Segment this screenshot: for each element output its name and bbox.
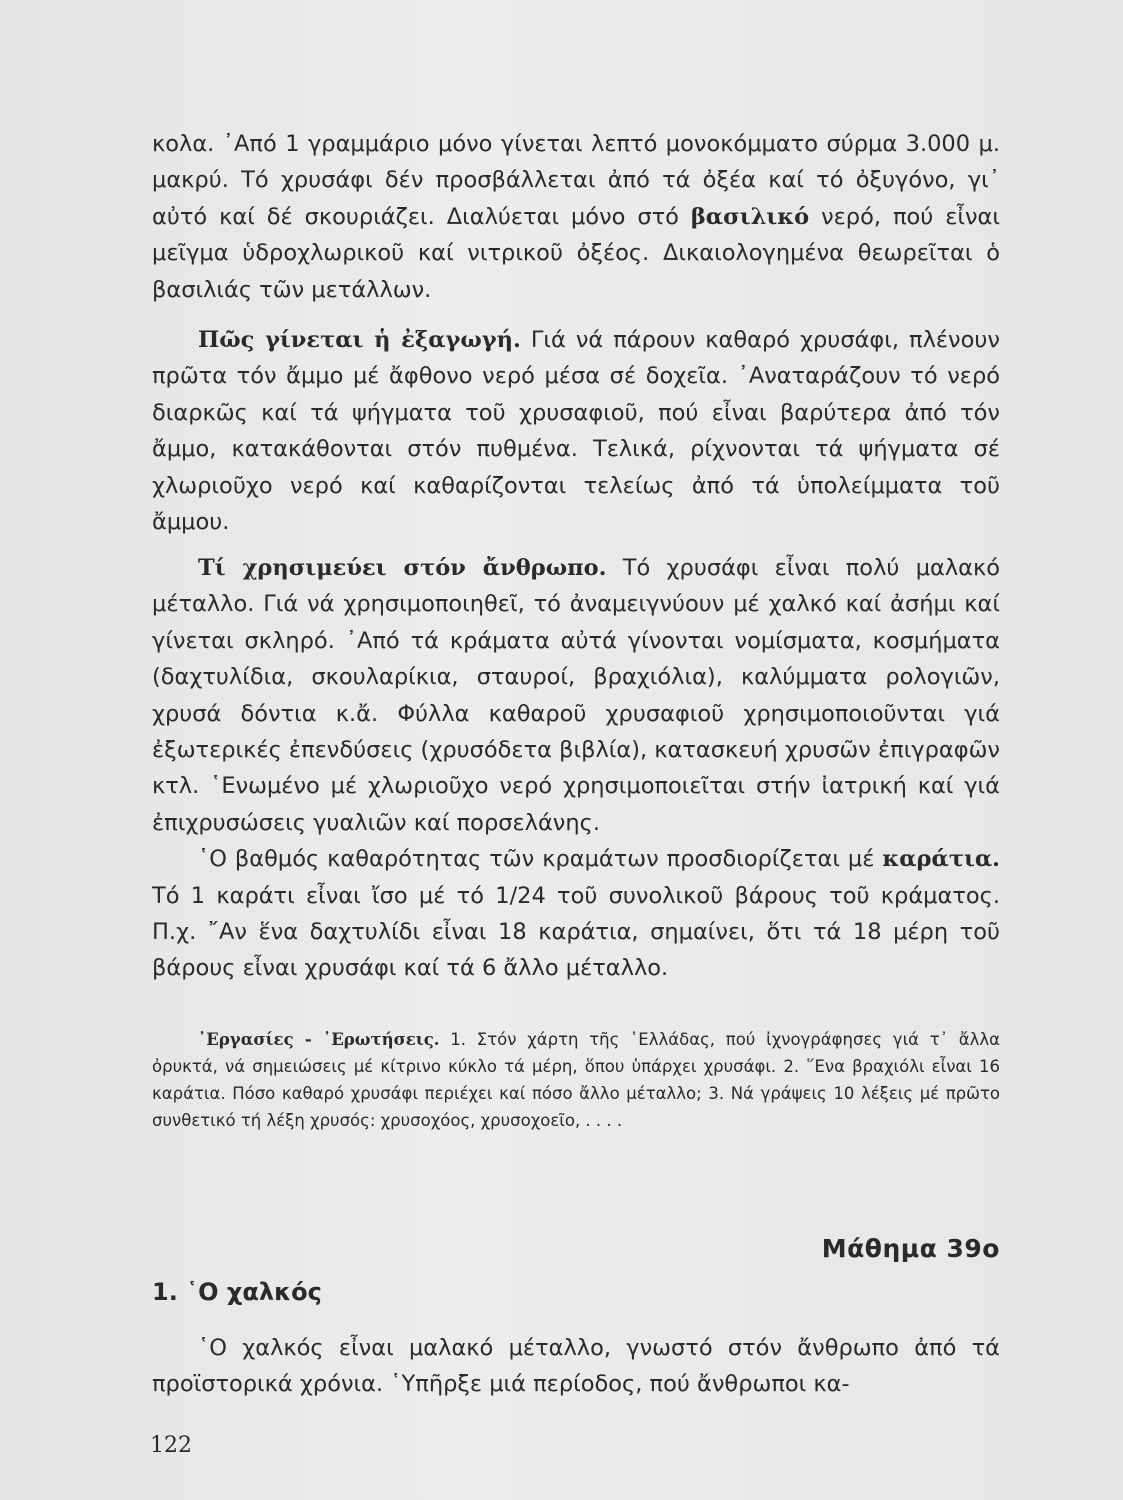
text-column-copper: [152, 1330, 1000, 1403]
text-column-uses: [152, 550, 1000, 987]
exercise-text: ᾽Εργασίες - ᾽Ερωτήσεις. 1. Στόν χάρτη τῆς ῾Ελλάδας, πού ἰχνογράφησες γιά τ᾽ ἄλλα ὀρυκτά, νά σημειώσεις μέ κίτρινο κύκλο τά μέρη, ὅπου ὑπάρχει χρυσάφι. 2. ῞Ενα βραχιόλι εἶναι 16 καράτια. Πόσο καθαρό χρυσάφι περιέχει καί πόσο ἄλλο μέταλλο; 3. Νά γράψεις 10 λέξεις μέ πρῶτο συνθετικό τή λέξη χρυσός: χρυσοχόος, χρυσοχοεῖο, . . . .: [152, 1030, 1000, 1130]
paragraph-carats: ῾Ο βαθμός καθαρότητας τῶν κραμάτων προσδιορίζεται μέ καράτια. Τό 1 καράτι εἶναι ἴσο μέ τό 1/24 τοῦ συνολικοῦ βάρους τοῦ κράματος. Π.χ. ῎Αν ἕνα δαχτυλίδι εἶναι 18 καράτια, σημαίνει, ὅτι τά 18 μέρη τοῦ βάρους εἶναι χρυσάφι καί τά 6 ἄλλο μέταλλο.: [152, 846, 1000, 982]
paragraph-gold-properties: κολα. ᾽Από 1 γραμμάριο μόνο γίνεται λεπτό μονοκόμματο σύρμα 3.000 μ. μακρύ. Τό χρυσάφι δέν προσβάλλεται ἀπό τά ὀξέα καί τό ὀξυγόνο, γι᾽ αὐτό καί δέ σκουριάζει. Διαλύεται μόνο στό βασιλικό νερό, πού εἶναι μεῖγμα ὑδροχλωρικοῦ καί νιτρικοῦ ὀξέος. Δικαιολογημένα θεωρεῖται ὁ βασιλιάς τῶν μετάλλων.: [152, 131, 1000, 303]
section-title: 1. ῾Ο χαλκός: [152, 1278, 322, 1306]
exercise-block: [152, 1026, 1000, 1134]
paragraph-copper: ῾Ο χαλκός εἶναι μαλακό μέταλλο, γνωστό στόν ἄνθρωπο ἀπό τά προϊστορικά χρόνια. ῾Υπῆρξε μιά περίοδος, πού ἄνθρωποι κα-: [152, 1335, 1000, 1398]
paragraph-gold-uses: Τί χρησιμεύει στόν ἄνθρωπο. Τό χρυσάφι εἶναι πολύ μαλακό μέταλλο. Γιά νά χρησιμοποιηθεῖ, τό ἀναμειγνύουν μέ χαλκό καί ἀσήμι καί γίνεται σκληρό. ᾽Από τά κράματα αὐτά γίνονται νομίσματα, κοσμήματα (δαχτυλίδια, σκουλαρίκια, σταυροί, βραχιόλια), καλύμματα ρολογιῶν, χρυσά δόντια κ.ἄ. Φύλλα καθαροῦ χρυσαφιοῦ χρησιμοποιοῦνται γιά ἐξωτερικές ἐπενδύσεις (χρυσόδετα βιβλία), κατασκευή χρυσῶν ἐπιγραφῶν κτλ. ῾Ενωμένο μέ χλωριοῦχο νερό χρησιμοποιεῖται στήν ἰατρική καί γιά ἐπιχρυσώσεις γυαλιῶν καί πορσελάνης.: [152, 555, 1001, 836]
paragraph-gold-extraction: Πῶς γίνεται ἡ ἐξαγωγή. Γιά νά πάρουν καθαρό χρυσάφι, πλένουν πρῶτα τόν ἄμμο μέ ἄφθονο νερό μέσα σέ δοχεῖα. ᾽Αναταράζουν τό νερό διαρκῶς καί τά ψήγματα τοῦ χρυσαφιοῦ, πού εἶναι βαρύτερα ἀπό τόν ἄμμο, κατακάθονται στόν πυθμένα. Τελικά, ρίχνονται τά ψήγματα σέ χλωριοῦχο νερό καί καθαρίζονται τελείως ἀπό τά ὑπολείμματα τοῦ ἄμμου.: [152, 327, 1000, 536]
lesson-title: Μάθημα 39ο: [821, 1234, 1000, 1263]
text-column-top: [152, 126, 1000, 308]
page-number: 122: [150, 1433, 192, 1458]
text-column-extraction: [152, 322, 1000, 540]
